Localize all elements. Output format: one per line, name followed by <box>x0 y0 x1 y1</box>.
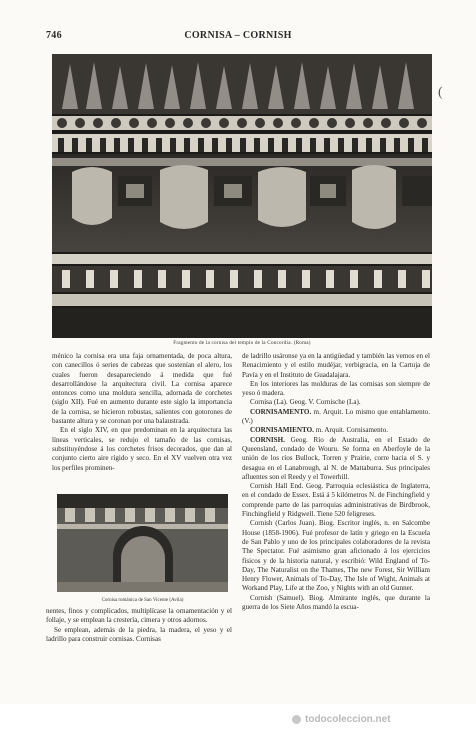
photo-caption: Fragmento de la cornisa del templo de la Concordia. (Roma) <box>173 340 311 346</box>
paragraph: nentes, finos y complicados, multiplícase la ornamentación y el follaje, y se emplean la crestería, cimera y otros adornos. <box>46 607 232 625</box>
page-number: 746 <box>46 30 62 41</box>
watermark-logo-icon <box>292 715 301 724</box>
inset-caption: Cornisa románica de San Vicente (Avila) <box>101 598 184 603</box>
paragraph: Se emplean, además de la piedra, la madera, el yeso y el ladrillo para construir cornisas. Cornisas <box>46 625 232 643</box>
paragraph: En el siglo XIV, en que predominan en la arquitectura las líneas verticales, se redujo el tamaño de las cornisas, substituyéndose á los corchetes frisos decorados, que dan al conjunto cierto aire rígido y seco. En el XV vuelven otra vez los perfiles prominen- <box>52 426 232 472</box>
cornice-photo-image <box>52 54 432 338</box>
entry: CORNISAMENTO. m. Arquit. Lo mismo que entablamento. (V.) <box>242 407 430 426</box>
left-column-bottom <box>46 607 232 644</box>
entry: En los interiores las molduras de las cornisas son siempre de yeso ó madera. <box>242 379 430 398</box>
entry: Cornisa (La). Geog. V. Cornische (La). <box>250 398 361 407</box>
entry: CORNISH. Geog. Río de Australia, en el Estado de Queensland, condado de Wouru. Se forma en Aberfoyle de la unión de los ríos Bullock, Torren y Prairie, corre hacia el S. y desagua en el Lanabrough, al N. de Mattaburra. Sus principales afluentes son el Reedy y el Towerhill. <box>242 435 430 481</box>
left-column-top <box>52 352 232 473</box>
entry: de ladrillo usáronse ya en la antigüedad y también las vemos en el Renacimiento y el estilo mudéjar, verbigracia, en la Cartuja de Pavía y en el Instituto de Guadalajara. <box>242 352 430 379</box>
paragraph: ménico la cornisa era una faja ornamentada, de poca altura, con canecillos ó series de cabezas que sostenían el alero, los cuales fueron desapareciendo á medida que fué desarrollándose la arquitectura civil. La cornisa aparece entonces como una moldura sencilla, adornada de corchetes (siglo XII). Fué en aumento durante este siglo la importancia de la cornisa, se hicieron robustas, salientes con gotorones de bastante altura y se coronan por una balaustrada. <box>52 352 232 426</box>
margin-mark: ( <box>438 85 443 100</box>
romanesque-cornice-photograph <box>57 494 228 592</box>
entry: Cornish (Samuel). Biog. Almirante inglés, que durante la guerra de los Siete Años mandó la escua- <box>242 593 430 612</box>
romanesque-photo-image <box>57 494 228 592</box>
watermark-text: todocoleccion.net <box>305 713 391 725</box>
cornice-photograph <box>52 54 432 338</box>
watermark <box>292 710 472 728</box>
entry: CORNISAMIENTO. m. Arquit. Cornisamento. <box>250 426 389 435</box>
right-column <box>242 352 430 612</box>
running-header <box>46 30 430 44</box>
running-title: CORNISA – CORNISH <box>184 30 292 41</box>
entry: Cornish Hall End. Geog. Parroquia eclesiástica de Inglaterra, en el condado de Essex. Está á 5 kilómetros N. de Finchingfield y comprende parte de las parroquias administrativas de Birdbrook, Finchingfield y Ridgwell. Tiene 520 feligreses. <box>242 482 430 519</box>
entry: Cornish (Carlos Juan). Biog. Escritor inglés, n. en Salcombe House (1858-1906). Fué profesor de latín y griego en la Escuela de San Pablo y uno de los principales colaboradores de la revista The Spectator. Fué asimismo gran aficionado á los ejercicios físicos y de la historia natural, y escribió: Wild England of To-Day, The Naturalist on the Thames, The new Forest, Sir William Henry Flower, Animals of To-Day, The Isle of Wight, Animals at Workand Play, Life at the Zoo, y Nights with an old Gunner. <box>242 519 430 593</box>
